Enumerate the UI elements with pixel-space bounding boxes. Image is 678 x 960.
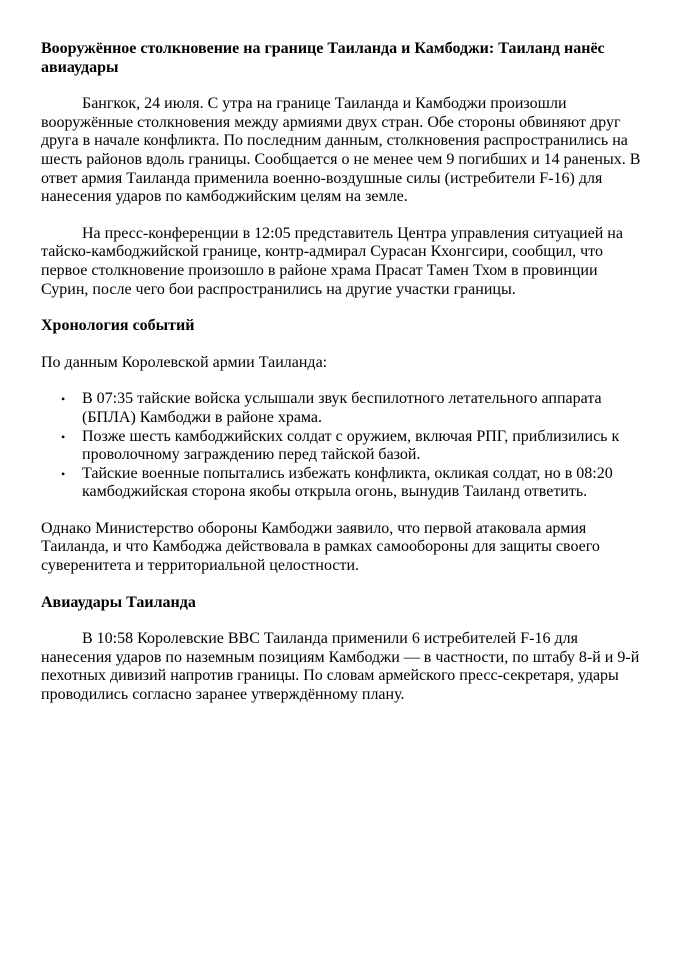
chronology-list <box>41 390 641 502</box>
bullet-icon: • <box>61 429 66 444</box>
bullet-icon: • <box>61 392 66 407</box>
bullet-icon: • <box>61 466 66 481</box>
paragraph-intro: Бангкок, 24 июля. С утра на границе Таиланда и Камбоджи произошли вооружённые столкновения между армиями двух стран. Обе стороны обвиняют друг друга в начале конфликта. По последним данным, столкновения распространились на шесть районов вдоль границы. Сообщается о не менее чем 9 погибших и 14 раненых. В ответ армия Таиланда применила военно-воздушные силы (истребители F-16) для нанесения ударов по камбоджийским целям на земле. <box>41 95 641 206</box>
list-item <box>61 390 641 427</box>
paragraph-cambodia-statement: Однако Министерство обороны Камбоджи заявило, что первой атаковала армия Таиланда, и что Камбоджа действовала в рамках самообороны для защиты своего суверенитета и территориальной целостности. <box>41 519 600 575</box>
list-item-text: Тайские военные попытались избежать конфликта, окликая солдат, но в 08:20 камбоджийская сторона якобы открыла огонь, вынудив Таиланд ответить. <box>82 464 613 501</box>
paragraph-airstrikes: В 10:58 Королевские ВВС Таиланда применили 6 истребителей F-16 для нанесения ударов по наземным позициям Камбоджи — в частности, по штабу 8-й и 9-й пехотных дивизий напротив границы. По словам армейского пресс-секретаря, удары проводились согласно заранее утверждённому плану. <box>41 630 640 704</box>
paragraph-press-conference: На пресс-конференции в 12:05 представитель Центра управления ситуацией на тайско-камбоджийской границе, контр-адмирал Сурасан Кхонгсири, сообщил, что первое столкновение произошло в районе храма Прасат Тамен Тхом в провинции Сурин, после чего бои распространились на другие участки границы. <box>41 224 623 298</box>
section-heading-chronology: Хронология событий <box>41 317 195 335</box>
document-title: Вооружённое столкновение на границе Таиланда и Камбоджи: Таиланд нанёс авиаудары <box>41 40 605 76</box>
list-item-text: Позже шесть камбоджийских солдат с оружием, включая РПГ, приблизились к проволочному заграждению перед тайской базой. <box>82 427 620 464</box>
list-item <box>61 464 641 502</box>
list-item <box>61 427 641 465</box>
list-item-text: В 07:35 тайские войска услышали звук беспилотного летательного аппарата (БПЛА) Камбоджи в районе храма. <box>82 390 602 426</box>
document-page <box>41 40 641 723</box>
section-heading-airstrikes: Авиаудары Таиланда <box>41 593 196 611</box>
chronology-intro: По данным Королевской армии Таиланда: <box>41 353 328 371</box>
